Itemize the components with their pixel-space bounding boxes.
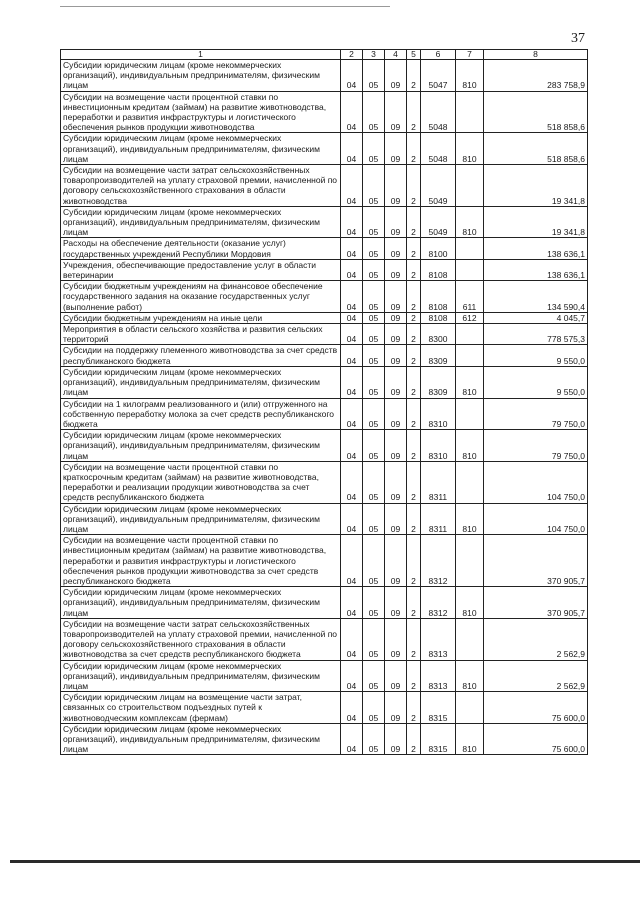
expense-type-code: 612: [456, 312, 484, 323]
row-description: Субсидии юридическим лицам (кроме некоммерческих организаций), индивидуальным предпринимателям, физическим лицам: [61, 206, 341, 238]
row-description: Субсидии юридическим лицам (кроме некоммерческих организаций), индивидуальным предпринимателям, физическим лицам: [61, 133, 341, 165]
table-row: [61, 660, 588, 692]
item-code: 09: [385, 259, 407, 280]
item-code: 09: [385, 430, 407, 462]
expense-type-code: 810: [456, 660, 484, 692]
page-number: 37: [571, 31, 585, 46]
table-row: [61, 618, 588, 660]
table-header-row: [61, 50, 588, 60]
target-code: 8313: [421, 660, 456, 692]
amount: 75 600,0: [484, 723, 588, 755]
row-description: Субсидии бюджетным учреждениям на финансовое обеспечение государственного задания на оказание государственных услуг (выполнение работ): [61, 281, 341, 313]
item-code: 09: [385, 60, 407, 92]
item-code: 09: [385, 461, 407, 503]
section-code: 04: [341, 206, 363, 238]
program-code: 2: [407, 238, 421, 259]
item-code: 09: [385, 206, 407, 238]
column-header: 6: [421, 50, 456, 60]
subsection-code: 05: [363, 91, 385, 133]
section-code: 04: [341, 91, 363, 133]
item-code: 09: [385, 618, 407, 660]
item-code: 09: [385, 535, 407, 587]
program-code: 2: [407, 259, 421, 280]
table-row: [61, 366, 588, 398]
table-row: [61, 133, 588, 165]
table-row: [61, 692, 588, 724]
amount: 518 858,6: [484, 91, 588, 133]
table-row: [61, 503, 588, 535]
top-scan-line: [60, 6, 390, 7]
program-code: 2: [407, 587, 421, 619]
subsection-code: 05: [363, 324, 385, 345]
section-code: 04: [341, 345, 363, 366]
program-code: 2: [407, 165, 421, 207]
section-code: 04: [341, 60, 363, 92]
expense-type-code: [456, 324, 484, 345]
item-code: 09: [385, 587, 407, 619]
row-description: Субсидии на возмещение части процентной ставки по инвестиционным кредитам (займам) на развитие животноводства, переработки и развития инфраструктуры и логистического обеспечения рынков продукции животноводства: [61, 91, 341, 133]
target-code: 8108: [421, 281, 456, 313]
target-code: 8100: [421, 238, 456, 259]
amount: 2 562,9: [484, 660, 588, 692]
target-code: 8311: [421, 503, 456, 535]
amount: 9 550,0: [484, 366, 588, 398]
table-row: [61, 281, 588, 313]
row-description: Субсидии юридическим лицам (кроме некоммерческих организаций), индивидуальным предпринимателям, физическим лицам: [61, 587, 341, 619]
item-code: 09: [385, 312, 407, 323]
amount: 79 750,0: [484, 398, 588, 430]
item-code: 09: [385, 324, 407, 345]
amount: 134 590,4: [484, 281, 588, 313]
section-code: 04: [341, 618, 363, 660]
expense-type-code: [456, 345, 484, 366]
item-code: 09: [385, 692, 407, 724]
row-description: Субсидии на возмещение части процентной ставки по инвестиционным кредитам (займам) на развитие животноводства, переработки и развития инфраструктуры и логистического обеспечения рынков продукции животноводства за счет средств республиканского бюджета: [61, 535, 341, 587]
column-header: 7: [456, 50, 484, 60]
section-code: 04: [341, 165, 363, 207]
target-code: 8108: [421, 259, 456, 280]
row-description: Субсидии бюджетным учреждениям на иные цели: [61, 312, 341, 323]
section-code: 04: [341, 259, 363, 280]
expense-type-code: 810: [456, 206, 484, 238]
bottom-scan-border: [10, 860, 640, 863]
item-code: 09: [385, 238, 407, 259]
row-description: Субсидии на 1 килограмм реализованного и (или) отгруженного на собственную переработку молока за счет средств республиканского бюджета: [61, 398, 341, 430]
target-code: 8311: [421, 461, 456, 503]
item-code: 09: [385, 366, 407, 398]
program-code: 2: [407, 60, 421, 92]
subsection-code: 05: [363, 587, 385, 619]
row-description: Субсидии юридическим лицам (кроме некоммерческих организаций), индивидуальным предпринимателям, физическим лицам: [61, 366, 341, 398]
column-header: 5: [407, 50, 421, 60]
row-description: Расходы на обеспечение деятельности (оказание услуг) государственных учреждений Республики Мордовия: [61, 238, 341, 259]
table-row: [61, 60, 588, 92]
section-code: 04: [341, 461, 363, 503]
section-code: 04: [341, 312, 363, 323]
program-code: 2: [407, 366, 421, 398]
section-code: 04: [341, 238, 363, 259]
amount: 19 341,8: [484, 206, 588, 238]
amount: 518 858,6: [484, 133, 588, 165]
subsection-code: 05: [363, 238, 385, 259]
section-code: 04: [341, 723, 363, 755]
section-code: 04: [341, 133, 363, 165]
item-code: 09: [385, 503, 407, 535]
expense-type-code: 810: [456, 366, 484, 398]
target-code: 8309: [421, 345, 456, 366]
program-code: 2: [407, 461, 421, 503]
target-code: 8312: [421, 587, 456, 619]
subsection-code: 05: [363, 312, 385, 323]
column-header: 8: [484, 50, 588, 60]
row-description: Субсидии юридическим лицам (кроме некоммерческих организаций), индивидуальным предпринимателям, физическим лицам: [61, 723, 341, 755]
expense-type-code: 810: [456, 723, 484, 755]
amount: 104 750,0: [484, 503, 588, 535]
target-code: 8310: [421, 430, 456, 462]
program-code: 2: [407, 430, 421, 462]
section-code: 04: [341, 660, 363, 692]
table-row: [61, 345, 588, 366]
expense-type-code: [456, 692, 484, 724]
expense-type-code: 810: [456, 133, 484, 165]
section-code: 04: [341, 398, 363, 430]
amount: 283 758,9: [484, 60, 588, 92]
column-header: 4: [385, 50, 407, 60]
target-code: 8313: [421, 618, 456, 660]
row-description: Субсидии на возмещение части процентной ставки по краткосрочным кредитам (займам) на развитие животноводства, переработки и реализации продукции животноводства за счет средств республиканского бюджета: [61, 461, 341, 503]
subsection-code: 05: [363, 618, 385, 660]
subsection-code: 05: [363, 692, 385, 724]
subsection-code: 05: [363, 281, 385, 313]
section-code: 04: [341, 535, 363, 587]
item-code: 09: [385, 91, 407, 133]
column-header: 1: [61, 50, 341, 60]
section-code: 04: [341, 503, 363, 535]
row-description: Учреждения, обеспечивающие предоставление услуг в области ветеринарии: [61, 259, 341, 280]
expense-type-code: [456, 91, 484, 133]
section-code: 04: [341, 366, 363, 398]
target-code: 5047: [421, 60, 456, 92]
item-code: 09: [385, 281, 407, 313]
item-code: 09: [385, 723, 407, 755]
section-code: 04: [341, 324, 363, 345]
table-row: [61, 91, 588, 133]
item-code: 09: [385, 133, 407, 165]
program-code: 2: [407, 312, 421, 323]
expense-type-code: [456, 618, 484, 660]
section-code: 04: [341, 692, 363, 724]
row-description: Субсидии на поддержку племенного животноводства за счет средств республиканского бюджета: [61, 345, 341, 366]
program-code: 2: [407, 503, 421, 535]
subsection-code: 05: [363, 461, 385, 503]
item-code: 09: [385, 345, 407, 366]
subsection-code: 05: [363, 430, 385, 462]
row-description: Субсидии юридическим лицам на возмещение части затрат, связанных со строительством подъездных путей к животноводческим комплексам (фермам): [61, 692, 341, 724]
row-description: Субсидии юридическим лицам (кроме некоммерческих организаций), индивидуальным предпринимателям, физическим лицам: [61, 660, 341, 692]
program-code: 2: [407, 398, 421, 430]
amount: 19 341,8: [484, 165, 588, 207]
subsection-code: 05: [363, 259, 385, 280]
target-code: 8108: [421, 312, 456, 323]
subsection-code: 05: [363, 133, 385, 165]
row-description: Субсидии юридическим лицам (кроме некоммерческих организаций), индивидуальным предпринимателям, физическим лицам: [61, 60, 341, 92]
column-header: 2: [341, 50, 363, 60]
expense-type-code: 810: [456, 503, 484, 535]
program-code: 2: [407, 206, 421, 238]
column-header: 3: [363, 50, 385, 60]
program-code: 2: [407, 618, 421, 660]
subsection-code: 05: [363, 206, 385, 238]
expense-type-code: [456, 398, 484, 430]
subsection-code: 05: [363, 345, 385, 366]
section-code: 04: [341, 587, 363, 619]
table-row: [61, 238, 588, 259]
program-code: 2: [407, 281, 421, 313]
expense-type-code: [456, 165, 484, 207]
amount: 79 750,0: [484, 430, 588, 462]
amount: 370 905,7: [484, 535, 588, 587]
program-code: 2: [407, 133, 421, 165]
target-code: 5048: [421, 91, 456, 133]
target-code: 8300: [421, 324, 456, 345]
table-row: [61, 430, 588, 462]
amount: 75 600,0: [484, 692, 588, 724]
table-row: [61, 398, 588, 430]
table-row: [61, 259, 588, 280]
subsection-code: 05: [363, 723, 385, 755]
program-code: 2: [407, 660, 421, 692]
expense-type-code: 810: [456, 430, 484, 462]
row-description: Субсидии на возмещение части затрат сельскохозяйственных товаропроизводителей на уплату страховой премии, начисленной по договору сельскохозяйственного страхования в области животноводства за счет средств республиканского бюджета: [61, 618, 341, 660]
subsection-code: 05: [363, 366, 385, 398]
expense-type-code: [456, 535, 484, 587]
expense-type-code: [456, 259, 484, 280]
row-description: Субсидии юридическим лицам (кроме некоммерческих организаций), индивидуальным предпринимателям, физическим лицам: [61, 430, 341, 462]
target-code: 8309: [421, 366, 456, 398]
program-code: 2: [407, 91, 421, 133]
subsection-code: 05: [363, 535, 385, 587]
row-description: Субсидии на возмещение части затрат сельскохозяйственных товаропроизводителей на уплату страховой премии, начисленной по договору сельскохозяйственного страхования в области животноводства: [61, 165, 341, 207]
table-row: [61, 723, 588, 755]
amount: 370 905,7: [484, 587, 588, 619]
amount: 4 045,7: [484, 312, 588, 323]
expense-type-code: [456, 238, 484, 259]
expense-type-code: 810: [456, 587, 484, 619]
target-code: 8310: [421, 398, 456, 430]
table-row: [61, 206, 588, 238]
target-code: 8315: [421, 723, 456, 755]
row-description: Субсидии юридическим лицам (кроме некоммерческих организаций), индивидуальным предпринимателям, физическим лицам: [61, 503, 341, 535]
target-code: 5049: [421, 206, 456, 238]
program-code: 2: [407, 692, 421, 724]
target-code: 5049: [421, 165, 456, 207]
program-code: 2: [407, 723, 421, 755]
table-row: [61, 461, 588, 503]
program-code: 2: [407, 324, 421, 345]
program-code: 2: [407, 535, 421, 587]
subsection-code: 05: [363, 398, 385, 430]
subsection-code: 05: [363, 503, 385, 535]
item-code: 09: [385, 660, 407, 692]
amount: 138 636,1: [484, 259, 588, 280]
table-row: [61, 165, 588, 207]
target-code: 5048: [421, 133, 456, 165]
program-code: 2: [407, 345, 421, 366]
amount: 2 562,9: [484, 618, 588, 660]
target-code: 8315: [421, 692, 456, 724]
amount: 9 550,0: [484, 345, 588, 366]
expense-type-code: [456, 461, 484, 503]
section-code: 04: [341, 430, 363, 462]
amount: 138 636,1: [484, 238, 588, 259]
table-row: [61, 535, 588, 587]
item-code: 09: [385, 165, 407, 207]
amount: 778 575,3: [484, 324, 588, 345]
target-code: 8312: [421, 535, 456, 587]
section-code: 04: [341, 281, 363, 313]
subsection-code: 05: [363, 165, 385, 207]
subsection-code: 05: [363, 60, 385, 92]
table-row: [61, 312, 588, 323]
table-row: [61, 587, 588, 619]
row-description: Мероприятия в области сельского хозяйства и развития сельских территорий: [61, 324, 341, 345]
expense-type-code: 611: [456, 281, 484, 313]
item-code: 09: [385, 398, 407, 430]
subsection-code: 05: [363, 660, 385, 692]
table-row: [61, 324, 588, 345]
budget-table: [60, 49, 588, 755]
expense-type-code: 810: [456, 60, 484, 92]
amount: 104 750,0: [484, 461, 588, 503]
